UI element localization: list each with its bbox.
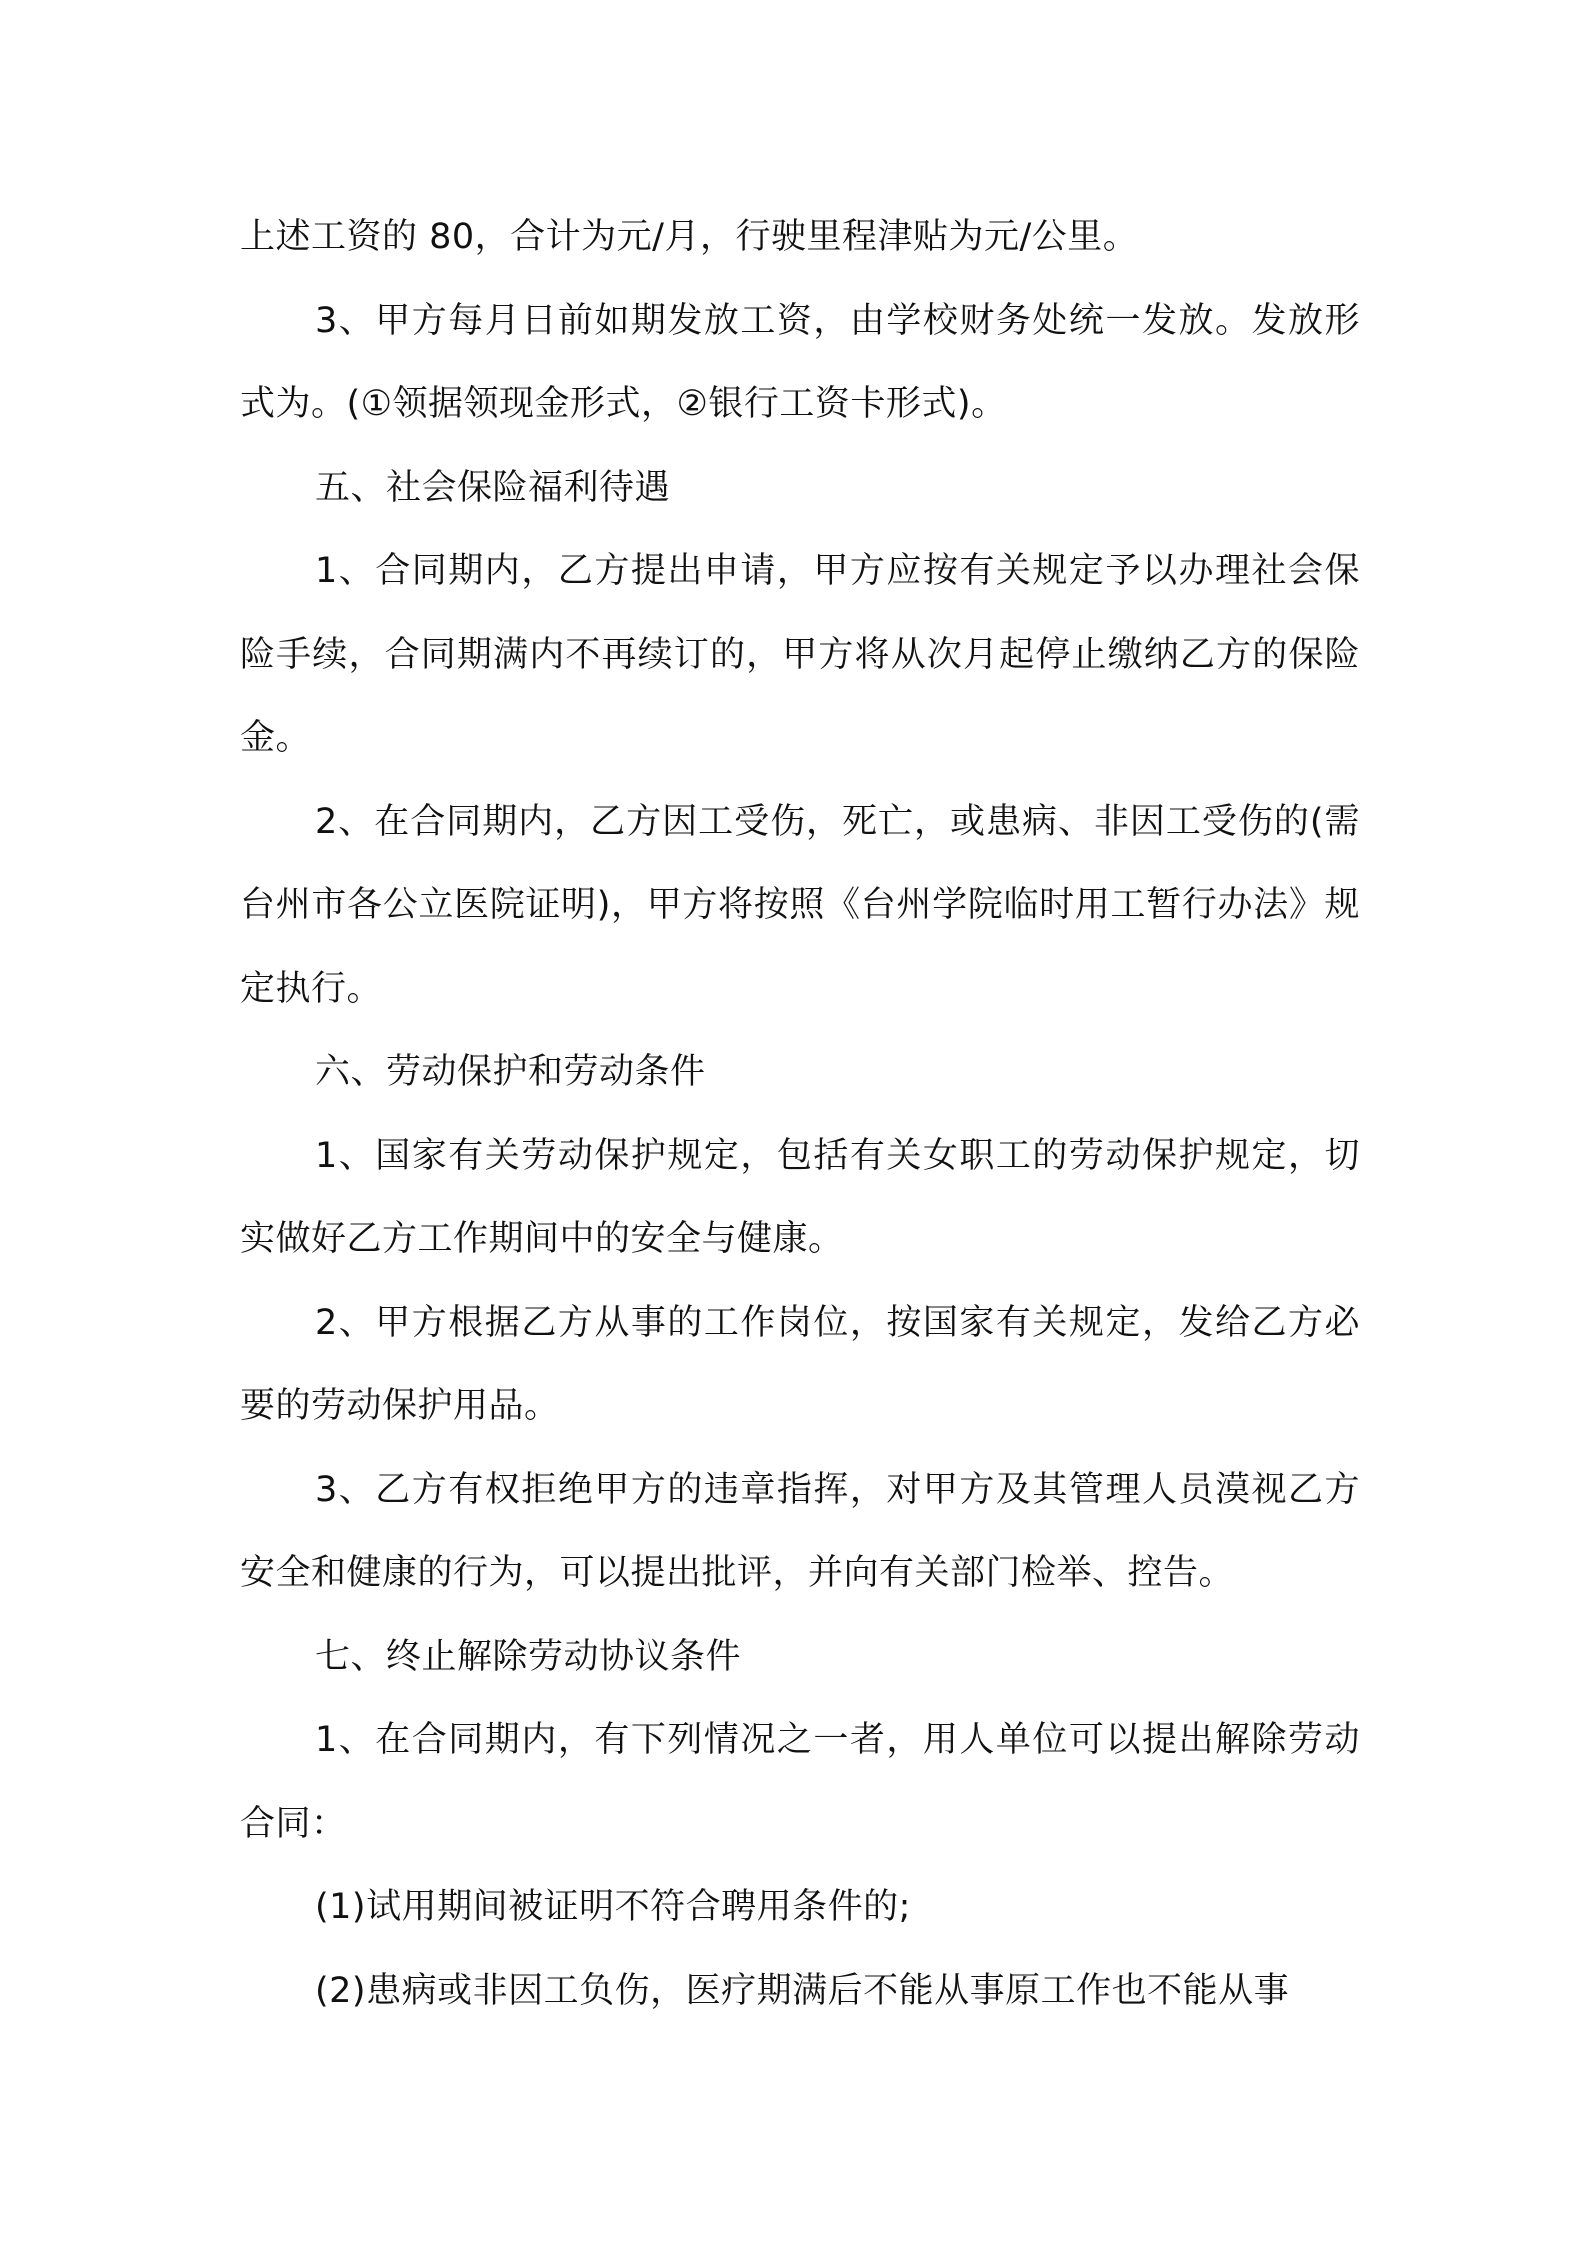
paragraph: 3、乙方有权拒绝甲方的违章指挥，对甲方及其管理人员漠视乙方安全和健康的行为，可以提出批评，并向有关部门检举、控告。 <box>240 1469 1360 1593</box>
paragraph: 1、国家有关劳动保护规定，包括有关女职工的劳动保护规定，切实做好乙方工作期间中的安全与健康。 <box>240 1135 1360 1259</box>
section-heading: 六、劳动保护和劳动条件 <box>315 1052 706 1092</box>
section-heading: 七、终止解除劳动协议条件 <box>315 1636 742 1677</box>
paragraph: 3、甲方每月日前如期发放工资，由学校财务处统一发放。发放形式为。(①领据领现金形式，②银行工资卡形式)。 <box>240 300 1360 424</box>
paragraph: 上述工资的 80，合计为元/月，行驶里程津贴为元/公里。 <box>240 217 1139 257</box>
paragraph: 2、在合同期内，乙方因工受伤，死亡，或患病、非因工受伤的(需台州市各公立医院证明)，甲方将按照《台州学院临时用工暂行办法》规定执行。 <box>240 801 1360 1009</box>
document-body <box>240 196 1360 2033</box>
paragraph: 2、甲方根据乙方从事的工作岗位，按国家有关规定，发给乙方必要的劳动保护用品。 <box>240 1302 1360 1426</box>
paragraph: 1、合同期内，乙方提出申请，甲方应按有关规定予以办理社会保险手续，合同期满内不再续订的，甲方将从次月起停止缴纳乙方的保险金。 <box>240 551 1360 758</box>
list-item: (2)患病或非因工负伤，医疗期满后不能从事原工作也不能从事 <box>315 1970 1290 2011</box>
section-heading: 五、社会保险福利待遇 <box>315 467 671 508</box>
list-item: (1)试用期间被证明不符合聘用条件的; <box>315 1887 911 1927</box>
paragraph: 1、在合同期内，有下列情况之一者，用人单位可以提出解除劳动合同： <box>240 1720 1360 1844</box>
